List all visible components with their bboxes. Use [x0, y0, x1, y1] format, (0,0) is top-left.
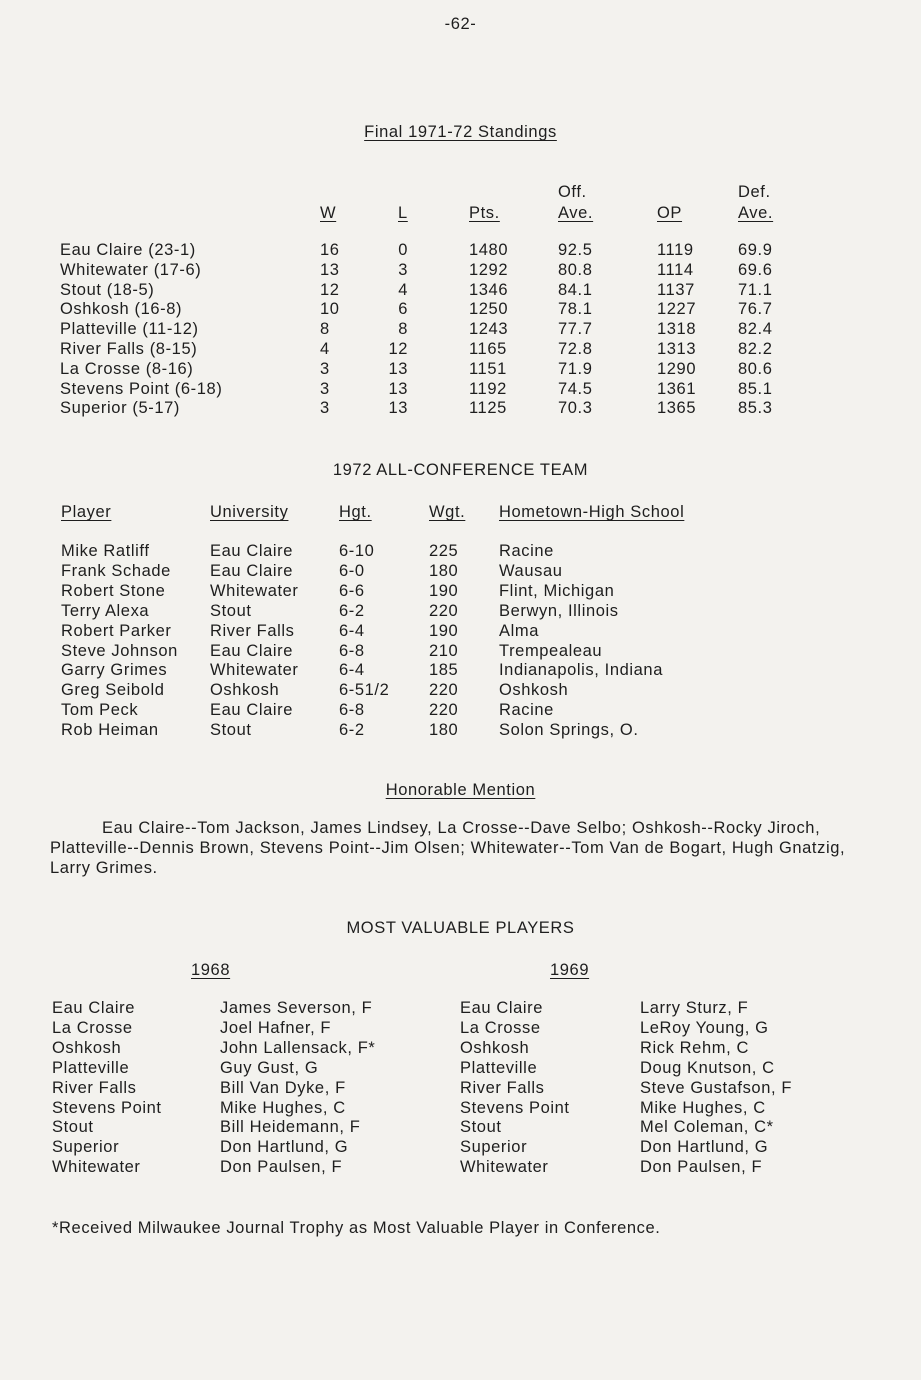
- hometown: Solon Springs, O.: [499, 721, 639, 740]
- mvp-row: [0, 1038, 921, 1058]
- height: 6-10: [339, 542, 375, 560]
- opponent-points: 1227: [657, 300, 697, 319]
- op-header: OP: [657, 204, 683, 222]
- mvp-school-1968: Oshkosh: [52, 1038, 122, 1057]
- standings-header: [0, 203, 921, 223]
- weight: 190: [429, 621, 459, 640]
- weight: 180: [429, 561, 459, 580]
- wins: 12: [320, 280, 340, 299]
- height: 6-2: [339, 601, 365, 620]
- opponent-points: 1318: [657, 320, 697, 339]
- mvp-player-1969: Mike Hughes, C: [640, 1098, 766, 1117]
- mvp-row: [0, 1117, 921, 1137]
- mvp-player-1969: Mel Coleman, C*: [640, 1118, 774, 1137]
- player-name: Garry Grimes: [61, 661, 168, 680]
- university: Eau Claire: [210, 701, 294, 720]
- team-name: Superior (5-17): [60, 399, 180, 418]
- mvp-player-1968: Joel Hafner, F: [220, 1018, 332, 1037]
- mvp-player-1969: Don Paulsen, F: [640, 1158, 763, 1177]
- mvp-school-1969: Eau Claire: [460, 999, 544, 1017]
- player-name: Robert Parker: [61, 621, 172, 640]
- losses: 12: [388, 340, 408, 358]
- player-header: Player: [61, 503, 112, 521]
- mvp-player-1969: Rick Rehm, C: [640, 1038, 749, 1057]
- mvp-player-1968: Bill Heidemann, F: [220, 1118, 361, 1137]
- wgt-header: Wgt.: [429, 503, 466, 521]
- mvp-school-1969: Platteville: [460, 1058, 538, 1077]
- university: River Falls: [210, 621, 295, 640]
- honorable-mention-text: Eau Claire--Tom Jackson, James Lindsey, La Crosse--Dave Selbo; Oshkosh--Rocky Jiroch, Platteville--Dennis Brown, Stevens Point--Jim Olsen; Whitewater--Tom Van de Bogart, Hugh Gnatzig, Larry Grimes.: [50, 819, 846, 877]
- mvp-player-1969: Steve Gustafson, F: [640, 1078, 793, 1097]
- player-name: Mike Ratliff: [61, 542, 150, 560]
- wins: 13: [320, 260, 340, 279]
- player-name: Greg Seibold: [61, 681, 165, 700]
- wins: 3: [320, 359, 330, 378]
- losses: 13: [388, 359, 408, 378]
- university: Eau Claire: [210, 561, 294, 580]
- l-header: L: [398, 204, 408, 222]
- hometown: Alma: [499, 621, 539, 640]
- opponent-points: 1114: [657, 260, 694, 279]
- mvp-school-1968: Stevens Point: [52, 1098, 162, 1117]
- weight: 225: [429, 542, 459, 560]
- team-name: Eau Claire (23-1): [60, 241, 196, 259]
- player-name: Steve Johnson: [61, 641, 178, 660]
- mvp-school-1969: Stout: [460, 1118, 502, 1137]
- mvp-row: [0, 1058, 921, 1078]
- standings-row: [0, 299, 921, 319]
- opponent-points: 1290: [657, 359, 697, 378]
- mvp-player-1968: Don Paulsen, F: [220, 1158, 343, 1177]
- offense-average: 84.1: [558, 280, 593, 299]
- weight: 220: [429, 701, 459, 720]
- all-conference-row: [0, 641, 921, 661]
- wins: 16: [320, 241, 340, 259]
- offense-average: 80.8: [558, 260, 593, 279]
- mvp-player-1969: Don Hartlund, G: [640, 1138, 769, 1157]
- hometown: Trempealeau: [499, 641, 603, 660]
- mvp-school-1968: Stout: [52, 1118, 94, 1137]
- pts-header: Pts.: [469, 204, 500, 222]
- mvp-school-1968: Whitewater: [52, 1158, 141, 1177]
- mvp-player-1968: Bill Van Dyke, F: [220, 1078, 346, 1097]
- all-conference-row: [0, 561, 921, 581]
- hometown: Flint, Michigan: [499, 581, 615, 600]
- mvp-school-1969: La Crosse: [460, 1018, 541, 1037]
- university: Eau Claire: [210, 641, 294, 660]
- mvp-school-1968: Eau Claire: [52, 999, 136, 1017]
- all-conference-row: [0, 601, 921, 621]
- university-header: University: [210, 503, 289, 521]
- player-name: Terry Alexa: [61, 601, 150, 620]
- weight: 210: [429, 641, 459, 660]
- footnote: *Received Milwaukee Journal Trophy as Most Valuable Player in Conference.: [52, 1219, 661, 1237]
- mvp-player-1968: John Lallensack, F*: [220, 1038, 376, 1057]
- points: 1250: [469, 300, 509, 319]
- points: 1292: [469, 260, 509, 279]
- all-conference-row: [0, 700, 921, 720]
- wins: 3: [320, 379, 330, 398]
- def-ave-header: Ave.: [738, 204, 774, 222]
- offense-average: 92.5: [558, 241, 593, 259]
- mvp-player-1969: Larry Sturz, F: [640, 999, 749, 1017]
- mvp-school-1969: Stevens Point: [460, 1098, 570, 1117]
- standings-row: [0, 260, 921, 280]
- weight: 220: [429, 681, 459, 700]
- mvp-school-1969: Superior: [460, 1138, 528, 1157]
- w-header: W: [320, 204, 337, 222]
- player-name: Robert Stone: [61, 581, 166, 600]
- defense-average: 85.3: [738, 399, 773, 418]
- mvp-player-1968: James Severson, F: [220, 999, 373, 1017]
- points: 1243: [469, 320, 509, 339]
- losses: 13: [388, 399, 408, 418]
- points: 1480: [469, 241, 509, 259]
- offense-average: 71.9: [558, 359, 593, 378]
- all-conference-row: [0, 720, 921, 740]
- standings-row: [0, 379, 921, 399]
- weight: 185: [429, 661, 459, 680]
- mvp-school-1969: Oshkosh: [460, 1038, 530, 1057]
- all-conference-row: [0, 541, 921, 561]
- offense-average: 74.5: [558, 379, 593, 398]
- offense-average: 72.8: [558, 340, 593, 358]
- mvp-year-1968: 1968: [191, 961, 231, 979]
- height: 6-6: [339, 581, 365, 600]
- defense-average: 76.7: [738, 300, 773, 319]
- defense-average: 82.2: [738, 340, 773, 358]
- wins: 8: [320, 320, 330, 339]
- standings-title: Final 1971-72 Standings: [364, 123, 557, 141]
- standings-row: [0, 319, 921, 339]
- def-header-top: Def.: [738, 183, 771, 201]
- team-name: Whitewater (17-6): [60, 260, 202, 279]
- standings-row: [0, 339, 921, 359]
- opponent-points: 1365: [657, 399, 697, 418]
- team-name: La Crosse (8-16): [60, 359, 194, 378]
- mvp-school-1968: Platteville: [52, 1058, 130, 1077]
- defense-average: 82.4: [738, 320, 773, 339]
- off-header-top: Off.: [558, 183, 587, 201]
- mvp-year-1969: 1969: [550, 961, 590, 979]
- weight: 220: [429, 601, 459, 620]
- team-name: Stevens Point (6-18): [60, 379, 223, 398]
- all-conference-header: [0, 502, 921, 522]
- all-conference-row: [0, 621, 921, 641]
- mvp-player-1969: LeRoy Young, G: [640, 1018, 769, 1037]
- team-name: Stout (18-5): [60, 280, 155, 299]
- defense-average: 71.1: [738, 280, 773, 299]
- university: Whitewater: [210, 581, 299, 600]
- wins: 10: [320, 300, 340, 319]
- opponent-points: 1313: [657, 340, 697, 358]
- team-name: River Falls (8-15): [60, 340, 198, 358]
- opponent-points: 1137: [657, 280, 695, 299]
- weight: 180: [429, 721, 459, 740]
- losses: 8: [398, 320, 408, 339]
- page-number: -62-: [444, 15, 477, 33]
- height: 6-8: [339, 701, 365, 720]
- losses: 6: [398, 300, 408, 319]
- points: 1346: [469, 280, 509, 299]
- all-conference-row: [0, 680, 921, 700]
- standings-row: [0, 359, 921, 379]
- hometown-header: Hometown-High School: [499, 503, 685, 521]
- height: 6-8: [339, 641, 365, 660]
- wins: 3: [320, 399, 330, 418]
- height: 6-51/2: [339, 681, 390, 700]
- honorable-mention-title: Honorable Mention: [385, 781, 536, 799]
- team-name: Oshkosh (16-8): [60, 300, 183, 319]
- hometown: Racine: [499, 542, 554, 560]
- university: Stout: [210, 601, 252, 620]
- mvp-player-1969: Doug Knutson, C: [640, 1058, 775, 1077]
- hometown: Berwyn, Illinois: [499, 601, 619, 620]
- mvp-school-1969: Whitewater: [460, 1158, 549, 1177]
- university: Whitewater: [210, 661, 299, 680]
- height: 6-0: [339, 561, 365, 580]
- defense-average: 69.6: [738, 260, 773, 279]
- standings-row: [0, 398, 921, 418]
- university: Stout: [210, 721, 252, 740]
- losses: 13: [388, 379, 408, 398]
- all-conference-row: [0, 581, 921, 601]
- height: 6-4: [339, 661, 365, 680]
- mvp-row: [0, 1157, 921, 1177]
- wins: 4: [320, 340, 330, 358]
- mvp-row: [0, 998, 921, 1018]
- mvp-player-1968: Guy Gust, G: [220, 1058, 319, 1077]
- offense-average: 77.7: [558, 320, 593, 339]
- off-ave-header: Ave.: [558, 204, 594, 222]
- mvp-school-1968: La Crosse: [52, 1018, 133, 1037]
- opponent-points: 1361: [657, 379, 697, 398]
- mvp-row: [0, 1078, 921, 1098]
- standings-row: [0, 280, 921, 300]
- opponent-points: 1119: [657, 241, 694, 259]
- university: Eau Claire: [210, 542, 294, 560]
- losses: 4: [398, 280, 408, 299]
- defense-average: 69.9: [738, 241, 773, 259]
- mvp-row: [0, 1018, 921, 1038]
- mvp-school-1968: Superior: [52, 1138, 120, 1157]
- mvp-school-1968: River Falls: [52, 1078, 137, 1097]
- hgt-header: Hgt.: [339, 503, 372, 521]
- standings-header-top: [0, 182, 921, 202]
- all-conference-title: 1972 ALL-CONFERENCE TEAM: [332, 461, 589, 479]
- losses: 0: [398, 241, 408, 259]
- mvp-school-1969: River Falls: [460, 1078, 545, 1097]
- standings-row: [0, 240, 921, 260]
- mvp-row: [0, 1098, 921, 1118]
- weight: 190: [429, 581, 459, 600]
- player-name: Tom Peck: [61, 701, 139, 720]
- points: 1151: [469, 359, 507, 378]
- mvp-player-1968: Don Hartlund, G: [220, 1138, 349, 1157]
- player-name: Rob Heiman: [61, 721, 159, 740]
- points: 1192: [469, 379, 507, 398]
- player-name: Frank Schade: [61, 561, 171, 580]
- defense-average: 85.1: [738, 379, 773, 398]
- hometown: Wausau: [499, 561, 563, 580]
- mvp-player-1968: Mike Hughes, C: [220, 1098, 346, 1117]
- hometown: Oshkosh: [499, 681, 569, 700]
- hometown: Indianapolis, Indiana: [499, 661, 663, 680]
- losses: 3: [398, 260, 408, 279]
- points: 1125: [469, 399, 507, 418]
- height: 6-2: [339, 721, 365, 740]
- mvp-row: [0, 1137, 921, 1157]
- university: Oshkosh: [210, 681, 280, 700]
- team-name: Platteville (11-12): [60, 320, 199, 339]
- height: 6-4: [339, 621, 365, 640]
- points: 1165: [469, 340, 507, 358]
- defense-average: 80.6: [738, 359, 773, 378]
- offense-average: 78.1: [558, 300, 593, 319]
- all-conference-row: [0, 660, 921, 680]
- offense-average: 70.3: [558, 399, 593, 418]
- hometown: Racine: [499, 701, 554, 720]
- mvp-title: MOST VALUABLE PLAYERS: [346, 919, 575, 937]
